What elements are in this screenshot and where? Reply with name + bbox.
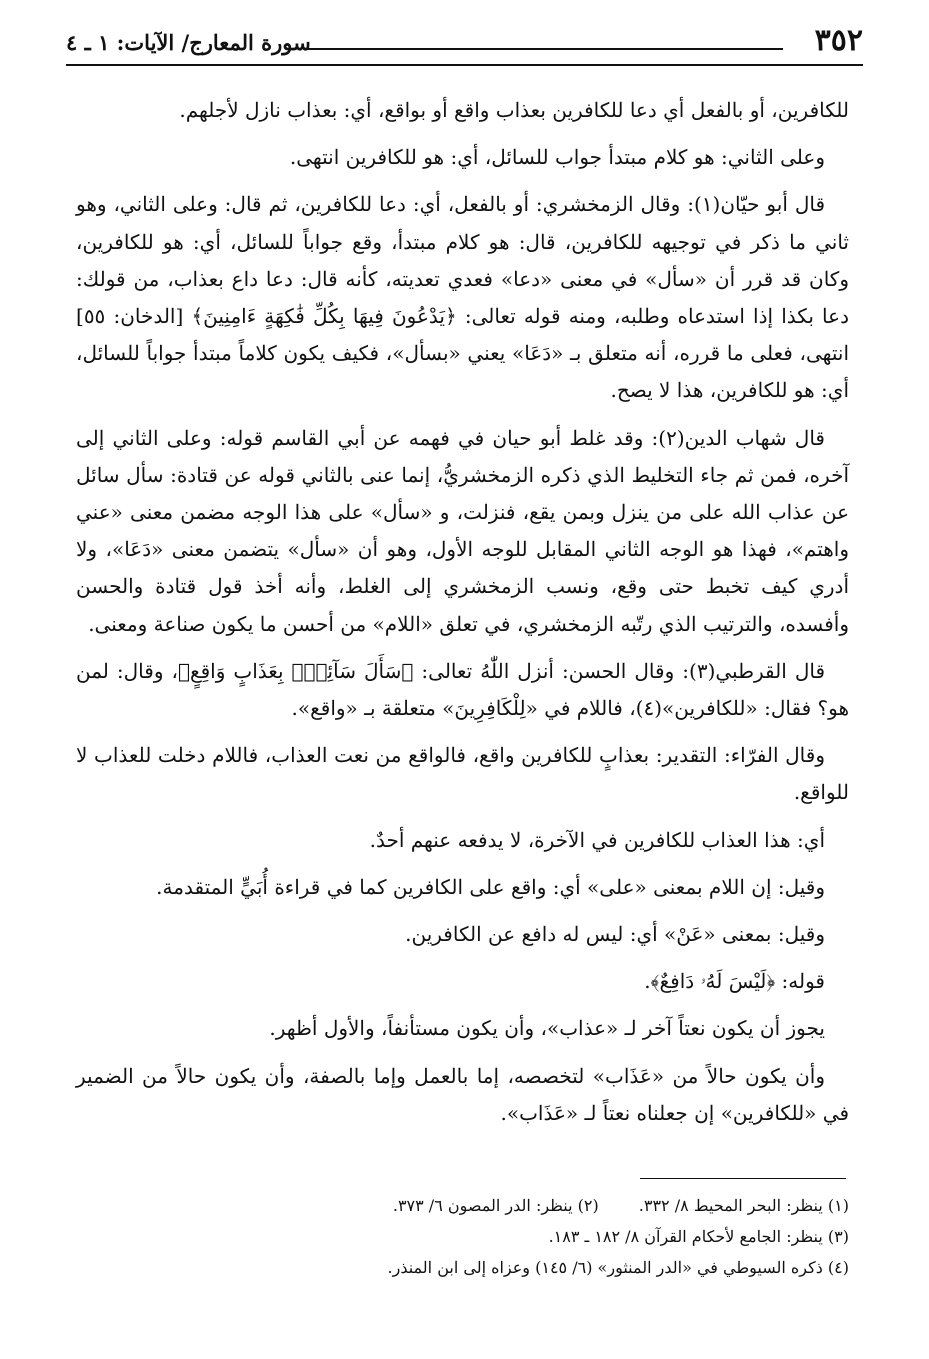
footnote-2: (٢) ينظر: الدر المصون ٦/ ٣٧٣. (392, 1196, 599, 1215)
footnotes (200, 1190, 849, 1283)
footnote-3: (٣) ينظر: الجامع لأحكام القرآن ٨/ ١٨٢ ـ ١٨٣. (548, 1227, 849, 1246)
footnote-row (200, 1190, 849, 1221)
paragraph: قوله: ﴿لَيْسَ لَهُۥ دَافِعٌ﴾. (644, 969, 825, 994)
footnote-4: (٤) ذكره السيوطي في «الدر المنثور» (٦/ ١٤٥) وعزاه إلى ابن المنذر. (387, 1258, 849, 1277)
paragraph: وأن يكون حالاً من «عَذَاب» لتخصصه، إما بالعمل وإما بالصفة، وأن يكون حالاً من الضمير في «للكافرين» إن جعلناه نعتاً لـ «عَذَاب». (76, 1063, 849, 1125)
footnote-row (200, 1221, 849, 1252)
paragraph: للكافرين، أو بالفعل أي دعا للكافرين بعذاب واقع أو بواقع، أي: بعذاب نازل لأجلهم. (179, 98, 849, 122)
footnote-separator (640, 1178, 846, 1179)
paragraph: قال شهاب الدين(٢): وقد غلط أبو حيان في فهمه عن أبي القاسم قوله: وعلى الثاني إلى آخره، فمن ثم جاء التخليط الذي ذكره الزمخشريُّ، إنما عنى بالثاني قوله عن قتادة: سأل سائل عن عذاب الله على من ينزل وبمن يقع، فنزلت، و «سأل» على هذا الوجه مضمن معنى «عني واهتم»، فهذا هو الوجه الثاني المقابل للوجه الأول، وهو أن «سأل» يتضمن معنى «دَعَا»، ولا أدري كيف تخبط حتى وقع، ونسب الزمخشري إلى الغلط، وأنه أخذ قول قتادة والحسن وأفسده، والترتيب الذي رتّبه الزمخشري، في تعلق «اللام» من أحسن ما يكون صناعة ومعنى. (76, 425, 849, 636)
page-header (66, 22, 863, 66)
header-rule (306, 48, 783, 50)
paragraph: أي: هذا العذاب للكافرين في الآخرة، لا يدفعه عنهم أحدٌ. (369, 827, 825, 852)
paragraph: قال القرطبي(٣): وقال الحسن: أنزل اللّٰهُ تعالى: ﴿سَأَلَ سَآئِلُۢ بِعَذَابٍ وَاقِعٍ﴾، وقال: لمن هو؟ فقال: «للكافرين»(٤)، فاللام في «لِلْكَافِرِينَ» متعلقة بـ «واقع». (76, 658, 849, 721)
paragraph: وقيل: بمعنى «عَنْ» أي: ليس له دافع عن الكافرين. (405, 922, 825, 947)
paragraph: وقيل: إن اللام بمعنى «على» أي: واقع على الكافرين كما في قراءة أُبَيٍّ المتقدمة. (156, 874, 825, 899)
paragraph: قال أبو حيّان(١): وقال الزمخشري: أو بالفعل، أي: دعا للكافرين، ثم قال: وعلى الثاني، وهو ثاني ما ذكر في توجيهه للكافرين، قال: هو كلام مبتدأ، وقع جواباً للسائل، أي: هو للكافرين، وكان قد قرر أن «سأل» في معنى «دعا» فعدي تعديته، كأنه قال: دعا داع بعذاب، من قولك: دعا بكذا إذا استدعاه وطلبه، ومنه قوله تعالى: ﴿يَدْعُونَ فِيهَا بِكُلِّ فَٰكِهَةٍ ءَامِنِينَ﴾ [الدخان: ٥٥] انتهى، فعلى ما قرره، أنه متعلق بـ «دَعَا» يعني «بسأل»، فكيف يكون كلاماً مبتدأ جواباً للسائل، أي: هو للكافرين، هذا لا يصح. (76, 192, 849, 403)
running-title: سورة المعارج/ الآيات: ١ ـ ٤ (66, 30, 311, 55)
footnote-row (200, 1252, 849, 1283)
footnote-1: (١) ينظر: البحر المحيط ٨/ ٣٣٢. (638, 1196, 849, 1215)
paragraph: يجوز أن يكون نعتاً آخر لـ «عذاب»، وأن يكون مستأنفاً، والأول أظهر. (269, 1016, 825, 1041)
paragraph: وقال الفرّاء: التقدير: بعذابٍ للكافرين واقع، فالواقع من نعت العذاب، فاللام دخلت للعذاب لا للواقع. (76, 743, 849, 805)
paragraph: وعلى الثاني: هو كلام مبتدأ جواب للسائل، أي: هو للكافرين انتهى. (289, 145, 825, 170)
main-text (76, 92, 849, 1142)
page-number: ٣٥٢ (814, 23, 863, 58)
